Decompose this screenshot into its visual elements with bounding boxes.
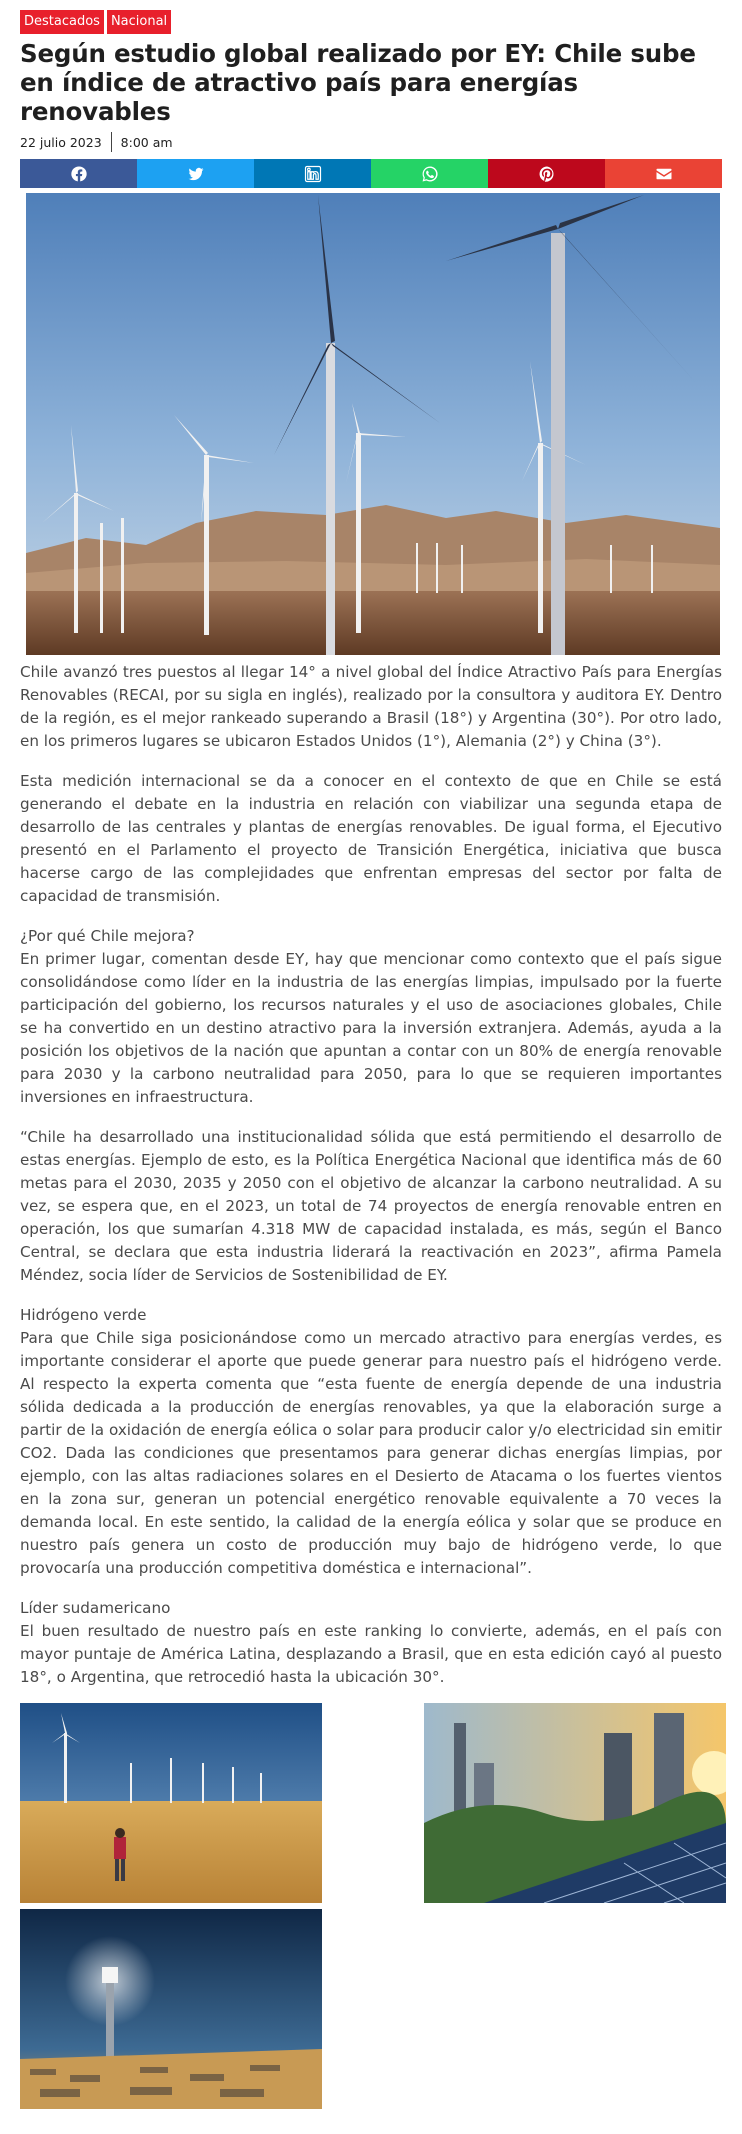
paragraph: En primer lugar, comentan desde EY, hay que mencionar como contexto que el país sigue consolidándose como líder en la industria de las energías limpias, impulsado por la fuerte participación del gobierno, los recursos naturales y el uso de asociaciones globales, Chile se ha convertido en un destino atractivo para la inversión extranjera. Además, ayuda a la posición los objetivos de la nación que apuntan a contar con un 80% de energía renovable para 2030 y la carbono neutralidad para 2050, para lo que se requieren importantes inversiones en infraestructura. xyxy=(20,950,722,1106)
paragraph: Chile avanzó tres puestos al llegar 14° a nivel global del Índice Atractivo País para Energías Renovables (RECAI, por su sigla en inglés), realizado por la consultora y auditora EY. Dentro de la región, es el mejor rankeado superando a Brasil (18°) y Argentina (30°). Por otro lado, en los primeros lugares se ubicaron Estados Unidos (1°), Alemania (2°) y China (3°). xyxy=(20,663,722,750)
share-facebook-button[interactable] xyxy=(20,159,137,188)
gallery-image-city-solar-panels[interactable] xyxy=(424,1703,726,1903)
article-meta xyxy=(20,133,722,151)
share-twitter-button[interactable] xyxy=(137,159,254,188)
whatsapp-icon xyxy=(421,165,439,183)
image-gallery xyxy=(20,1703,722,2123)
category-tag-destacados[interactable]: Destacados xyxy=(20,10,104,34)
gallery-image-solar-tower[interactable] xyxy=(20,1909,322,2109)
share-whatsapp-button[interactable] xyxy=(371,159,488,188)
section-heading: ¿Por qué Chile mejora? xyxy=(20,927,195,945)
section-heading: Líder sudamericano xyxy=(20,1599,171,1617)
share-email-button[interactable] xyxy=(605,159,722,188)
article-title: Según estudio global realizado por EY: Chile sube en índice de atractivo país para energías renovables xyxy=(20,39,696,126)
paragraph: Esta medición internacional se da a conocer en el contexto de que en Chile se está generando el debate en la industria en relación con viabilizar una segunda etapa de desarrollo de las centrales y plantas de energías renovables. De igual forma, el Ejecutivo presentó en el Parlamento el proyecto de Transición Energética, iniciativa que busca hacerse cargo de las complejidades que enfrentan empresas del sector por falta de capacidad de transmisión. xyxy=(20,772,722,905)
hero-image-wind-turbines xyxy=(26,193,720,655)
section-heading: Hidrógeno verde xyxy=(20,1306,147,1324)
gallery-image-wheat-field-turbines[interactable] xyxy=(20,1703,322,1903)
article-time: 8:00 am xyxy=(120,134,173,150)
article-date: 22 julio 2023 xyxy=(20,134,102,150)
share-bar xyxy=(20,159,722,188)
paragraph: El buen resultado de nuestro país en este ranking lo convierte, además, en el país con mayor puntaje de América Latina, desplazando a Brasil, que en esta edición cayó al puesto 18°, o Argentina, que retrocedió hasta la ubicación 30°. xyxy=(20,1622,722,1686)
article-body xyxy=(20,661,722,1689)
share-pinterest-button[interactable] xyxy=(488,159,605,188)
facebook-icon xyxy=(70,165,88,183)
pinterest-icon xyxy=(538,165,556,183)
paragraph: Para que Chile siga posicionándose como un mercado atractivo para energías verdes, es importante considerar el aporte que puede generar para nuestro país el hidrógeno verde. Al respecto la experta comenta que “esta fuente de energía depende de una industria sólida dedicada a la producción de energías renovables, ya que la elaboración surge a partir de la oxidación de energía eólica o solar para producir calor y/o electricidad sin emitir CO2. Dada las condiciones que presentamos para generar dichas energías limpias, por ejemplo, con las altas radiaciones solares en el Desierto de Atacama o los fuertes vientos en la zona sur, generan un potencial energético renovable equivalente a 70 veces la demanda local. En este sentido, la calidad de la energía eólica y solar que se produce en nuestro país genera un costo de producción muy bajo de hidrógeno verde, lo que provocaría una producción competitiva doméstica e internacional”. xyxy=(20,1329,722,1577)
category-tags xyxy=(20,10,722,34)
meta-divider xyxy=(111,132,112,152)
share-linkedin-button[interactable] xyxy=(254,159,371,188)
paragraph: “Chile ha desarrollado una institucionalidad sólida que está permitiendo el desarrollo de estas energías. Ejemplo de esto, es la Política Energética Nacional que identifica más de 60 metas para el 2030, 2035 y 2050 con el objetivo de alcanzar la carbono neutralidad. A su vez, se espera que, en el 2023, un total de 74 proyectos de energía renovable entren en operación, los que sumarían 4.318 MW de capacidad instalada, es más, según el Banco Central, se declara que esta industria liderará la reactivación en 2023”, afirma Pamela Méndez, socia líder de Servicios de Sostenibilidad de EY. xyxy=(20,1128,722,1284)
twitter-icon xyxy=(187,165,205,183)
linkedin-icon xyxy=(304,165,322,183)
category-tag-nacional[interactable]: Nacional xyxy=(107,10,171,34)
email-icon xyxy=(655,165,673,183)
